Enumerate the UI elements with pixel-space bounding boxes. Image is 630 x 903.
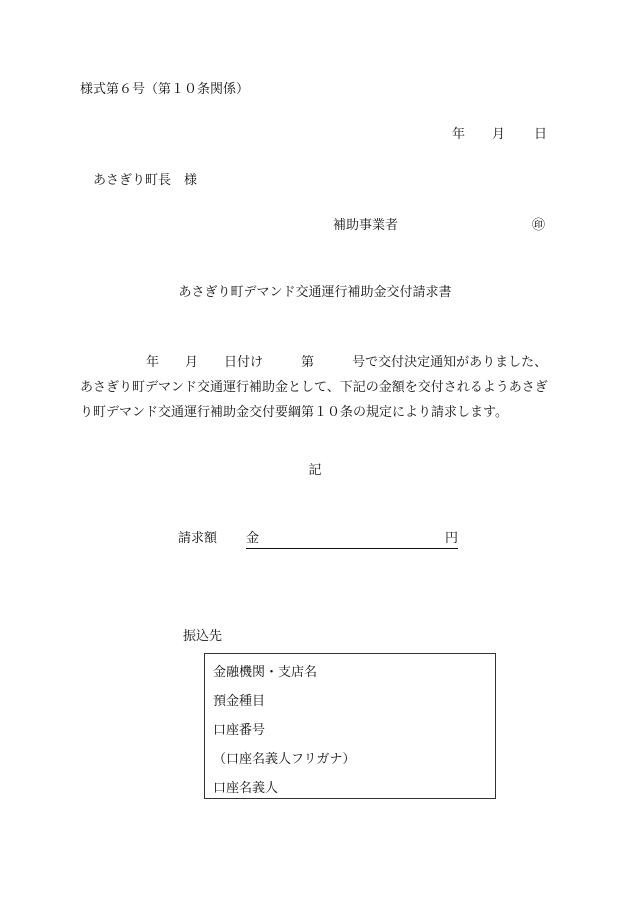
bank-row-account-type: 預金種目 bbox=[213, 694, 266, 709]
transfer-label: 振込先 bbox=[183, 629, 223, 644]
form-number: 様式第６号（第１０条関係） bbox=[80, 82, 250, 97]
bank-row-branch: 金融機関・支店名 bbox=[213, 665, 318, 680]
amount-field bbox=[246, 532, 458, 549]
seal-mark: ㊞ bbox=[532, 218, 546, 233]
date-day: 日 bbox=[534, 127, 548, 142]
bank-info-box bbox=[204, 653, 496, 799]
date-year: 年 bbox=[452, 127, 466, 142]
body-line-2: あさぎり町デマンド交通運行補助金として、下記の金額を交付されるようあさぎ bbox=[80, 380, 548, 395]
addressee: あさぎり町長 様 bbox=[93, 173, 198, 188]
bank-row-holder-kana: （口座名義人フリガナ） bbox=[213, 752, 356, 767]
amount-prefix: 金 bbox=[246, 531, 260, 546]
amount-label: 請求額 bbox=[178, 531, 218, 546]
date-line bbox=[452, 128, 547, 141]
body-month: 月 bbox=[185, 355, 199, 370]
body-notice: 号で交付決定通知がありました、 bbox=[352, 355, 548, 370]
bank-row-holder: 口座名義人 bbox=[213, 781, 279, 796]
bank-row-account-number: 口座番号 bbox=[213, 723, 266, 738]
amount-suffix: 円 bbox=[444, 531, 458, 546]
body-dai: 第 bbox=[301, 355, 315, 370]
applicant-label: 補助事業者 bbox=[333, 218, 399, 233]
body-paragraph bbox=[80, 350, 560, 425]
body-line-3: り町デマンド交通運行補助金交付要綱第１０条の規定により請求します。 bbox=[80, 405, 508, 420]
document-title: あさぎり町デマンド交通運行補助金交付請求書 bbox=[178, 285, 452, 300]
ki-heading: 記 bbox=[308, 463, 322, 478]
date-month: 月 bbox=[492, 127, 506, 142]
body-year: 年 bbox=[146, 355, 160, 370]
body-line-1 bbox=[80, 350, 560, 375]
body-dated: 日付け bbox=[224, 355, 264, 370]
